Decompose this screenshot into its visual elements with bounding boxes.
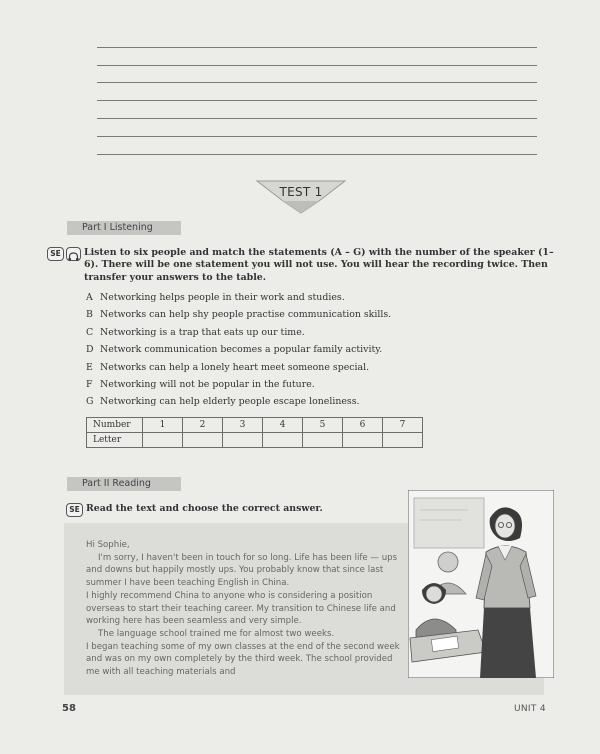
answer-table <box>86 417 423 448</box>
part-2-label: Part II Reading <box>67 477 181 491</box>
writing-line <box>97 137 537 155</box>
letter-greeting: Hi Sophie, <box>86 540 130 550</box>
statement-item <box>86 396 486 413</box>
statement-text: Networking is a trap that eats up our time. <box>100 326 305 338</box>
se-badge-icon: SE <box>66 503 83 517</box>
statement-letter: A <box>86 292 93 303</box>
answer-writing-lines <box>97 30 537 155</box>
statement-text: Networks can help a lonely heart meet someone special. <box>100 361 370 373</box>
letter-paragraph: I began teaching some of my own classes at the end of the second week and was on my own completely by the third week. The school provided me with all teaching materials and <box>86 641 400 678</box>
speaker-number-cell: 6 <box>343 418 383 433</box>
teacher-classroom-illustration <box>408 490 554 678</box>
statement-item <box>86 292 486 309</box>
letter-paragraph: I'm sorry, I haven't been in touch for so long. Life has been life — ups and downs but happily mostly ups. You probably know that since last summer I have been teaching English in China. <box>86 552 398 589</box>
statement-item <box>86 379 486 396</box>
table-row-numbers <box>87 418 423 433</box>
writing-line <box>97 119 537 137</box>
letter-paragraph: The language school trained me for almost two weeks. <box>98 628 335 639</box>
answer-letter-cell[interactable] <box>183 433 223 448</box>
answer-letter-cell[interactable] <box>383 433 423 448</box>
writing-line <box>97 48 537 66</box>
statement-text: Network communication becomes a popular family activity. <box>100 344 383 356</box>
statement-list <box>86 292 486 414</box>
table-header-letter: Letter <box>87 433 143 448</box>
speaker-number-cell: 5 <box>303 418 343 433</box>
statement-text: Networking can help elderly people escape loneliness. <box>100 396 360 408</box>
se-badge-icon: SE <box>47 247 64 261</box>
part-1-label: Part I Listening <box>67 221 181 235</box>
test-title: TEST 1 <box>279 185 323 199</box>
unit-label: UNIT 4 <box>514 704 546 714</box>
answer-letter-cell[interactable] <box>343 433 383 448</box>
statement-letter: E <box>86 361 93 373</box>
statement-letter: C <box>86 326 94 338</box>
page-number: 58 <box>62 703 76 714</box>
listening-instructions: Listen to six people and match the statements (A – G) with the number of the speaker (1–6). There will be one statement you will not use. You will hear the recording twice. Then transfer your answers to the table. <box>84 247 554 283</box>
test-banner <box>255 180 347 216</box>
statement-item <box>86 362 486 379</box>
statement-letter: D <box>86 344 94 356</box>
writing-line <box>97 101 537 119</box>
speaker-number-cell: 7 <box>383 418 423 433</box>
statement-text: Networks can help shy people practise communication skills. <box>100 309 392 321</box>
statement-letter: F <box>86 378 93 390</box>
statement-text: Networking helps people in their work and studies. <box>100 292 345 303</box>
writing-line <box>97 30 537 48</box>
speaker-number-cell: 4 <box>263 418 303 433</box>
answer-letter-cell[interactable] <box>303 433 343 448</box>
statement-item <box>86 344 486 361</box>
table-header-number: Number <box>87 418 143 433</box>
answer-letter-cell[interactable] <box>263 433 303 448</box>
statement-text: Networking will not be popular in the future. <box>100 378 315 390</box>
statement-letter: B <box>86 309 93 321</box>
statement-item <box>86 309 486 326</box>
reading-instructions: Read the text and choose the correct answer. <box>86 503 323 514</box>
speaker-number-cell: 1 <box>143 418 183 433</box>
answer-letter-cell[interactable] <box>223 433 263 448</box>
reading-letter <box>86 539 406 679</box>
table-row-letters <box>87 433 423 448</box>
statement-letter: G <box>86 396 94 408</box>
letter-paragraph: I highly recommend China to anyone who is considering a position overseas to start their teaching career. My transition to Chinese life and working here has been seamless and very simple. <box>86 590 396 627</box>
writing-line <box>97 83 537 101</box>
statement-item <box>86 327 486 344</box>
headphones-icon <box>66 247 81 261</box>
answer-letter-cell[interactable] <box>143 433 183 448</box>
writing-line <box>97 66 537 84</box>
speaker-number-cell: 3 <box>223 418 263 433</box>
speaker-number-cell: 2 <box>183 418 223 433</box>
